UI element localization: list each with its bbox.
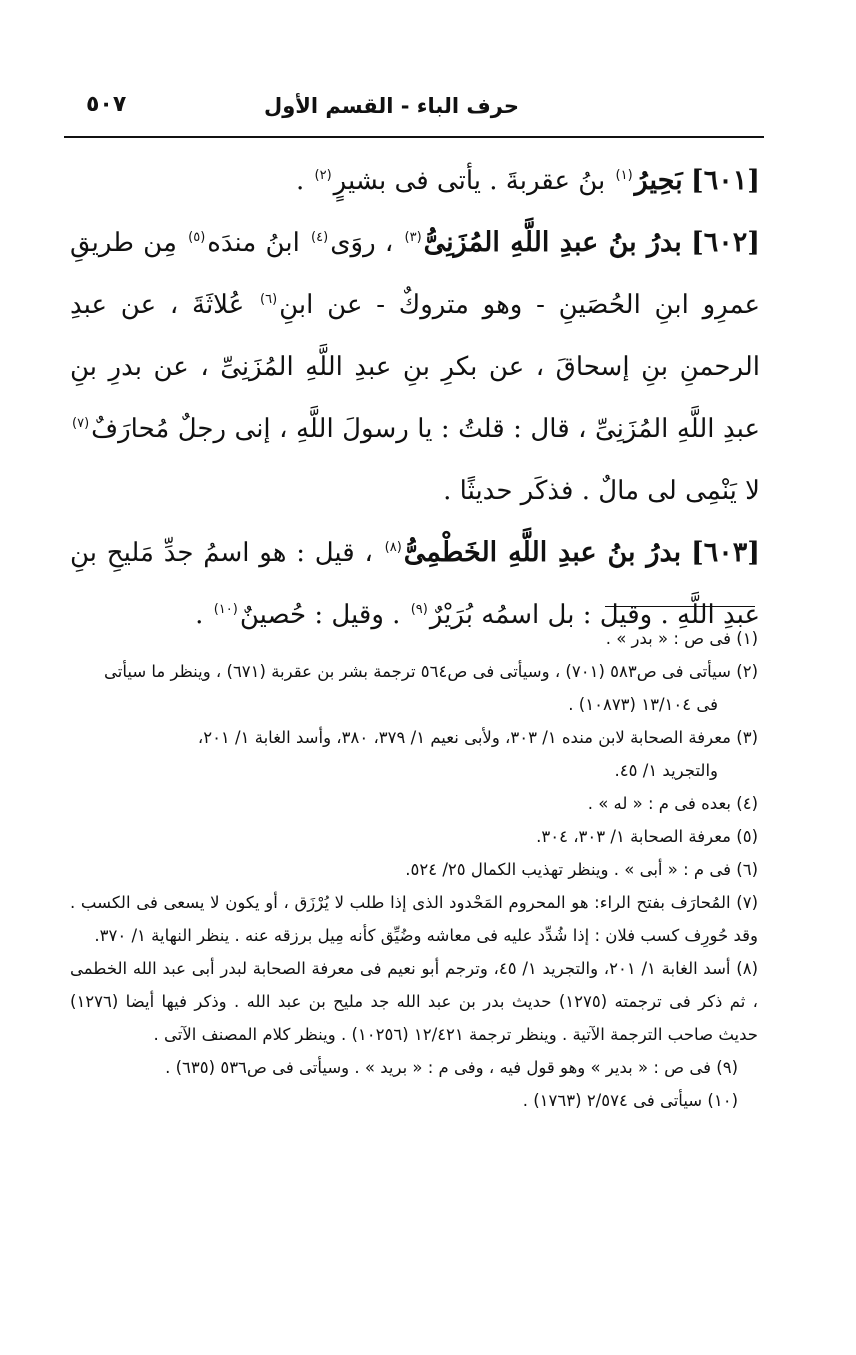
footnote-number: (١) bbox=[736, 629, 758, 648]
footnote-4 bbox=[70, 787, 758, 820]
entry-text: لا يَنْمِى لى مالٌ . فذكَر حديثًا . bbox=[443, 476, 760, 506]
footnote-number: (٩) bbox=[716, 1058, 738, 1077]
footnote-number: (٧) bbox=[736, 893, 759, 912]
footnote-ref: (٧) bbox=[72, 416, 90, 432]
entry-name: بدرُ بنُ عبدِ اللَّهِ المُزَنِىُّ bbox=[423, 227, 682, 258]
footnote-continuation: والتجريد ١/ ٤٥. bbox=[614, 761, 718, 780]
footnote-text: المُحارَف بفتح الراء: هو المحروم المَحْدود الذى إذا طلب لا يُرْزَق ، أو يكون لا يسعى فى الكسب . وقد حُورِف كسب فلان : إذا شُدِّد عليه فى معاشه وضُيِّق كأنه مِيل برزقه عنه . ينظر النهاية ١/ ٣٧٠. bbox=[70, 893, 758, 945]
footnote-6 bbox=[70, 853, 758, 886]
entry-text: ابنُ مندَه bbox=[207, 228, 300, 258]
entry-name: بدرُ بنُ عبدِ اللَّهِ الخَطْمِىُّ bbox=[403, 537, 682, 568]
footnote-ref: (٦) bbox=[260, 292, 278, 308]
header-rule bbox=[64, 136, 764, 138]
entry-text: ، روَى bbox=[330, 228, 394, 258]
footnote-9 bbox=[70, 1051, 758, 1084]
footnote-ref: (٥) bbox=[188, 230, 206, 246]
footnote-1 bbox=[70, 622, 758, 655]
footnote-2 bbox=[70, 655, 758, 721]
page-number: ٥٠٧ bbox=[86, 92, 127, 117]
entry-text: عُلاثَةَ ، عن عبدِ الرحمنِ بنِ إسحاقَ ، عن بكرِ بنِ عبدِ اللَّهِ المُزَنِىِّ ، عن بدرِ بنِ عبدِ اللَّهِ المُزَنِىِّ ، قال : قلتُ : يا رسولَ اللَّهِ ، إنى رجلٌ مُحارَفٌ bbox=[70, 290, 760, 444]
entry-601 bbox=[70, 150, 760, 212]
footnote-ref: (١٠) bbox=[213, 602, 238, 618]
entry-text: . bbox=[295, 166, 305, 196]
footnote-text: بعده فى م : « له » . bbox=[587, 794, 731, 813]
entry-text: مِن طريقِ عمرِو ابنِ الحُصَينِ - وهو متروكٌ - عن ابنِ bbox=[70, 228, 761, 320]
footnote-number: (٢) bbox=[736, 662, 758, 681]
footnote-number: (٣) bbox=[736, 728, 758, 747]
entry-number: [٦٠١] bbox=[690, 165, 760, 196]
footnote-text: فى ص : « بدر » . bbox=[605, 629, 731, 648]
footnote-number: (١٠) bbox=[707, 1091, 738, 1110]
footnote-ref: (٤) bbox=[311, 230, 329, 246]
footnote-text: سيأتى فى ص٥٨٣ (٧٠١) ، وسيأتى فى ص٥٦٤ ترجمة بشر بن عقربة (٦٧١) ، وينظر ما سيأتى bbox=[103, 662, 731, 681]
footnote-text: سيأتى فى ٢/٥٧٤ (١٧٦٣) . bbox=[522, 1091, 703, 1110]
footnote-ref: (٩) bbox=[410, 602, 428, 618]
footnotes-separator bbox=[605, 606, 755, 607]
main-text bbox=[70, 150, 760, 646]
running-header bbox=[64, 88, 764, 128]
footnote-number: (٤) bbox=[736, 794, 758, 813]
footnote-5 bbox=[70, 820, 758, 853]
entry-text: بنُ عقربةَ . يأتى فى بشيرٍ bbox=[333, 166, 606, 196]
entry-text: ، قيل : هو اسمُ جدِّ مَليحِ بنِ عبدِ اللَّهِ . وقيل : بل اسمُه بُرَيْرٌ bbox=[70, 538, 760, 630]
footnote-number: (٦) bbox=[736, 860, 758, 879]
footnote-8 bbox=[70, 952, 758, 1051]
footnote-text: معرفة الصحابة لابن منده ١/ ٣٠٣، ولأبى نعيم ١/ ٣٧٩، ٣٨٠، وأسد الغابة ١/ ٢٠١، bbox=[197, 728, 731, 747]
footnote-text: فى ص : « بدير » وهو قول فيه ، وفى م : « بريد » . وسيأتى فى ص٥٣٦ (٦٣٥) . bbox=[165, 1058, 711, 1077]
entry-number: [٦٠٢] bbox=[690, 227, 761, 258]
entry-name: بَحِيرُ bbox=[634, 165, 683, 196]
footnote-ref: (١) bbox=[615, 168, 633, 184]
footnote-3 bbox=[70, 721, 758, 787]
footnote-text: أسد الغابة ١/ ٢٠١، والتجريد ١/ ٤٥، وترجم أبو نعيم فى معرفة الصحابة لبدر أبى عبد الله الخطمى ، ثم ذكر فى ترجمته (١٢٧٥) حديث بدر بن عبد الله جد مليح بن عبد الله . وذكر فيها أيضا (١٢٧٦) حديث صاحب الترجمة الآتية . وينظر ترجمة ١٢/٤٢١ (١٠٢٥٦) . وينظر كلام المصنف الآتى . bbox=[70, 959, 758, 1044]
footnotes bbox=[70, 622, 758, 1117]
footnote-ref: (٣) bbox=[404, 230, 422, 246]
entry-text: . وقيل : حُصينٌ bbox=[239, 600, 401, 630]
footnote-10 bbox=[70, 1084, 758, 1117]
entry-602 bbox=[70, 212, 760, 522]
footnote-ref: (٢) bbox=[314, 168, 332, 184]
footnote-text: فى م : « أبى » . وينظر تهذيب الكمال ٢٥/ ٥٢٤. bbox=[405, 860, 731, 879]
footnote-number: (٨) bbox=[736, 959, 758, 978]
entry-text: . bbox=[195, 600, 204, 630]
footnote-continuation: فى ١٣/١٠٤ (١٠٨٧٣) . bbox=[568, 695, 718, 714]
footnote-text: معرفة الصحابة ١/ ٣٠٣، ٣٠٤. bbox=[536, 827, 731, 846]
entry-number: [٦٠٣] bbox=[690, 537, 761, 568]
running-title: حرف الباء - القسم الأول bbox=[264, 94, 519, 118]
footnote-ref: (٨) bbox=[384, 540, 402, 556]
footnote-number: (٥) bbox=[736, 827, 758, 846]
footnote-7 bbox=[70, 886, 758, 952]
